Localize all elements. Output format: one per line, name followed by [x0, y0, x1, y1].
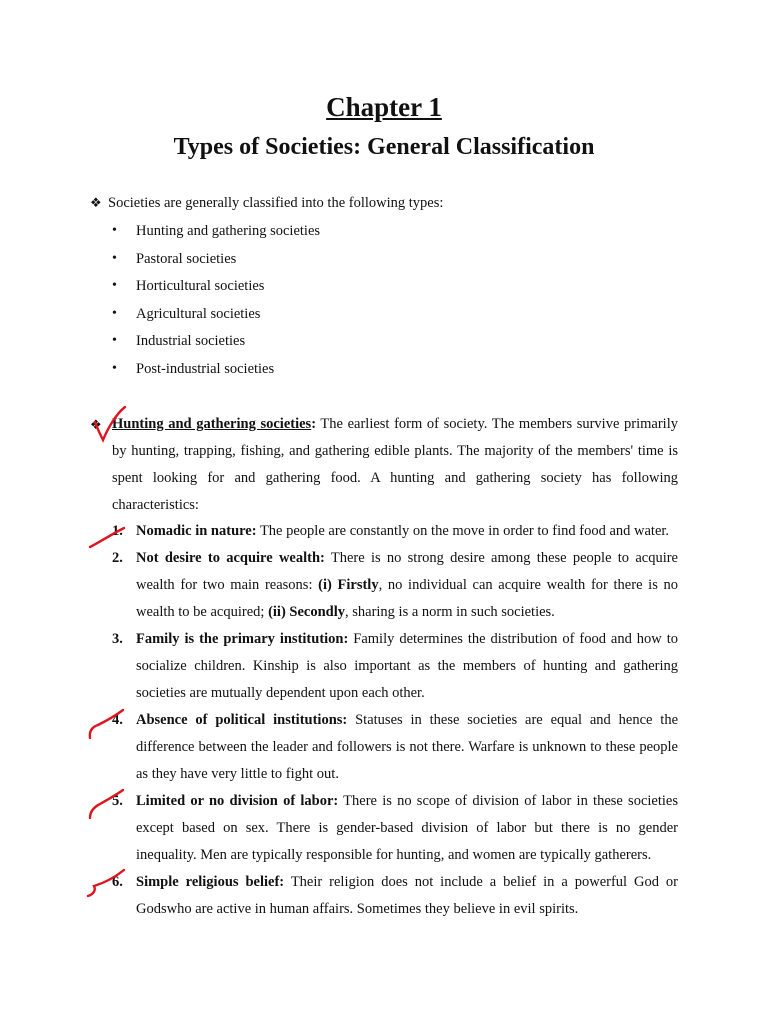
item-title: Nomadic in nature:	[136, 523, 257, 539]
society-types-list	[112, 221, 320, 387]
section-term: Hunting and gathering societies	[112, 416, 312, 432]
item-number: 6.	[112, 874, 123, 890]
item-title: Family is the primary institution:	[136, 631, 349, 647]
list-item: • Industrial societies	[112, 331, 320, 359]
list-item	[112, 788, 678, 869]
item-text: , no individual can acquire wealth for there is no wealth to be acquired;	[136, 577, 679, 620]
item-text: The people are constantly on the move in order to find food and water.	[256, 523, 670, 539]
section-hunting-gathering	[112, 411, 678, 519]
list-item	[112, 518, 678, 545]
item-text: Their religion does not include a belief in a powerful God or Godswho are active in human affairs. Sometimes they believe in evil spirits.	[136, 874, 678, 917]
list-item	[112, 626, 678, 707]
item-number: 2.	[112, 550, 123, 566]
item-number: 1.	[112, 523, 123, 539]
item-title: Absence of political institutions:	[136, 712, 348, 728]
item-text: , sharing is a norm in such societies.	[345, 604, 555, 620]
diamond-bullet-icon: ❖	[90, 195, 102, 210]
item-title: Simple religious belief:	[136, 874, 285, 890]
section-description: The earliest form of society. The members survive primarily by hunting, trapping, fishing, and gathering edible plants. The majority of the members' time is spent looking for and gathering food. A hunting and gathering society has following characteristics:	[112, 416, 678, 513]
item-text: There is no strong desire among these people to acquire wealth for two main reasons:	[136, 550, 678, 593]
chapter-title: Chapter 1	[326, 92, 442, 122]
item-text: Family determines the distribution of food and how to socialize children. Kinship is also important as the members of hunting and gathering societies are mutually dependent upon each other.	[136, 631, 678, 701]
item-text: There is no scope of division of labor in these societies except based on sex. There is gender-based division of labor but there is no gender inequality. Men are typically responsible for hunting, and women are typically gatherers.	[136, 793, 678, 863]
item-title: Not desire to acquire wealth:	[136, 550, 325, 566]
item-title: Limited or no division of labor:	[136, 793, 339, 809]
intro-text: Societies are generally classified into the following types:	[108, 195, 444, 211]
list-item	[112, 545, 678, 626]
intro-line	[90, 194, 443, 212]
section-colon: :	[311, 416, 317, 432]
item-number: 5.	[112, 793, 123, 809]
diamond-bullet-icon: ❖	[90, 417, 102, 432]
chapter-subtitle: Types of Societies: General Classification	[173, 134, 595, 160]
list-item: • Post-industrial societies	[112, 359, 320, 387]
characteristics-list	[112, 518, 678, 923]
list-item: • Horticultural societies	[112, 276, 320, 304]
list-item	[112, 707, 678, 788]
item-number: 4.	[112, 712, 123, 728]
item-number: 3.	[112, 631, 123, 647]
item-emphasis: (i) Firstly	[318, 577, 379, 593]
list-item: • Agricultural societies	[112, 304, 320, 332]
list-item: • Hunting and gathering societies	[112, 221, 320, 249]
item-emphasis: (ii) Secondly	[268, 604, 345, 620]
item-text: Statuses in these societies are equal and hence the difference between the leader and followers is not there. Warfare is unknown to these people as they have very little to fight out.	[136, 712, 679, 782]
list-item	[112, 869, 678, 923]
list-item: • Pastoral societies	[112, 249, 320, 277]
